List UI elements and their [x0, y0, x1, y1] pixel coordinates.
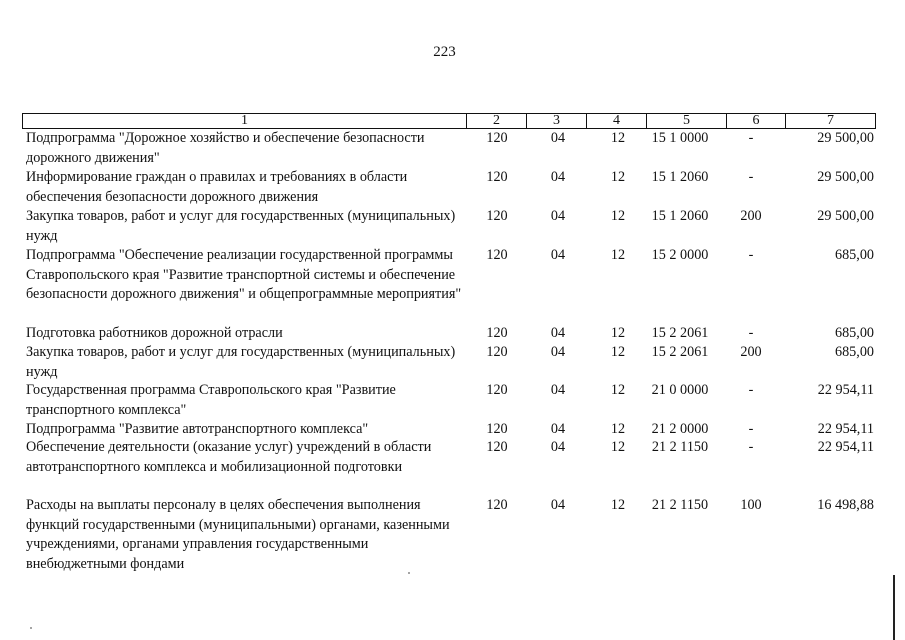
row-col-5: 21 2 1150	[651, 497, 709, 513]
row-description: Расходы на выплаты персоналу в целях обеспечения выполнения функций государственными (муниципальными) органами, казенными учреждениями, органами управления государственными внебюджетными фондами	[26, 497, 450, 572]
row-col-3: 04	[550, 421, 566, 437]
row-col-5: 15 2 2061	[651, 325, 709, 341]
row-col-4: 12	[610, 208, 626, 224]
row-col-5: 15 1 2060	[651, 169, 709, 185]
row-col-2: 120	[486, 247, 508, 263]
row-col-6: 200	[740, 208, 762, 224]
row-amount: 685,00	[834, 325, 874, 341]
row-col-5: 15 1 2060	[651, 208, 709, 224]
row-col-5: 15 1 0000	[651, 130, 709, 146]
column-header-2: 2	[466, 114, 526, 128]
table-row	[22, 168, 876, 207]
row-amount: 685,00	[834, 344, 874, 360]
column-header-6: 6	[726, 114, 785, 128]
row-col-6: -	[748, 439, 754, 455]
row-description: Закупка товаров, работ и услуг для государственных (муниципальных) нужд	[26, 344, 456, 380]
row-amount: 29 500,00	[817, 208, 874, 224]
row-description: Подпрограмма "Обеспечение реализации государственной программы Ставропольского края "Развитие транспортной системы и обеспечение безопасности дорожного движения" и общепрограммные мероприятия"	[26, 247, 462, 302]
row-col-4: 12	[610, 421, 626, 437]
row-col-6: -	[748, 130, 754, 146]
row-amount: 685,00	[834, 247, 874, 263]
row-col-2: 120	[486, 130, 508, 146]
column-header-4: 4	[586, 114, 646, 128]
row-amount: 29 500,00	[817, 169, 874, 185]
row-col-4: 12	[610, 130, 626, 146]
table-row	[22, 343, 876, 382]
row-col-4: 12	[610, 344, 626, 360]
scan-speck	[408, 572, 410, 574]
scan-speck	[30, 627, 32, 629]
row-col-2: 120	[486, 208, 508, 224]
row-col-6: 200	[740, 344, 762, 360]
row-description: Обеспечение деятельности (оказание услуг) учреждений в области автотранспортного комплекса и мобилизационной подготовки	[26, 439, 432, 475]
row-col-4: 12	[610, 497, 626, 513]
row-col-3: 04	[550, 169, 566, 185]
row-col-3: 04	[550, 439, 566, 455]
row-col-3: 04	[550, 382, 566, 398]
table-header-row	[22, 113, 876, 129]
row-col-5: 15 2 2061	[651, 344, 709, 360]
row-description: Подготовка работников дорожной отрасли	[26, 325, 283, 341]
row-col-3: 04	[550, 325, 566, 341]
row-col-6: -	[748, 325, 754, 341]
row-col-4: 12	[610, 325, 626, 341]
row-description: Закупка товаров, работ и услуг для государственных (муниципальных) нужд	[26, 208, 456, 244]
row-col-4: 12	[610, 247, 626, 263]
row-col-3: 04	[550, 208, 566, 224]
row-col-4: 12	[610, 169, 626, 185]
row-description: Государственная программа Ставропольского края "Развитие транспортного комплекса"	[26, 382, 396, 418]
row-amount: 29 500,00	[817, 130, 874, 146]
row-col-3: 04	[550, 247, 566, 263]
scan-edge-line	[893, 575, 895, 640]
table-row	[22, 381, 876, 420]
row-col-4: 12	[610, 439, 626, 455]
page-number: 223	[433, 44, 456, 60]
row-col-3: 04	[550, 497, 566, 513]
row-col-5: 21 0 0000	[651, 382, 709, 398]
row-description: Информирование граждан о правилах и требованиях в области обеспечения безопасности дорожного движения	[26, 169, 408, 205]
row-amount: 22 954,11	[817, 439, 874, 455]
table-row	[22, 246, 876, 324]
row-col-5: 21 2 1150	[651, 439, 709, 455]
row-col-3: 04	[550, 130, 566, 146]
row-col-5: 15 2 0000	[651, 247, 709, 263]
table-row	[22, 438, 876, 477]
row-col-3: 04	[550, 344, 566, 360]
column-header-7: 7	[785, 114, 875, 128]
row-col-2: 120	[486, 421, 508, 437]
row-description: Подпрограмма "Развитие автотранспортного комплекса"	[26, 421, 369, 437]
table-row	[22, 496, 876, 574]
row-col-2: 120	[486, 439, 508, 455]
row-col-6: -	[748, 169, 754, 185]
row-col-6: -	[748, 421, 754, 437]
row-col-6: -	[748, 382, 754, 398]
row-description: Подпрограмма "Дорожное хозяйство и обеспечение безопасности дорожного движения"	[26, 130, 425, 166]
row-amount: 16 498,88	[817, 497, 874, 513]
row-amount: 22 954,11	[817, 382, 874, 398]
row-amount: 22 954,11	[817, 421, 874, 437]
table-row	[22, 129, 876, 168]
table-row	[22, 324, 876, 343]
row-col-4: 12	[610, 382, 626, 398]
row-col-6: -	[748, 247, 754, 263]
table-row	[22, 207, 876, 246]
table-row	[22, 420, 876, 439]
row-col-2: 120	[486, 325, 508, 341]
row-col-2: 120	[486, 382, 508, 398]
column-header-3: 3	[526, 114, 586, 128]
row-col-5: 21 2 0000	[651, 421, 709, 437]
row-col-6: 100	[740, 497, 762, 513]
row-col-2: 120	[486, 497, 508, 513]
column-header-5: 5	[646, 114, 726, 128]
row-col-2: 120	[486, 344, 508, 360]
row-col-2: 120	[486, 169, 508, 185]
column-header-1: 1	[241, 113, 248, 128]
